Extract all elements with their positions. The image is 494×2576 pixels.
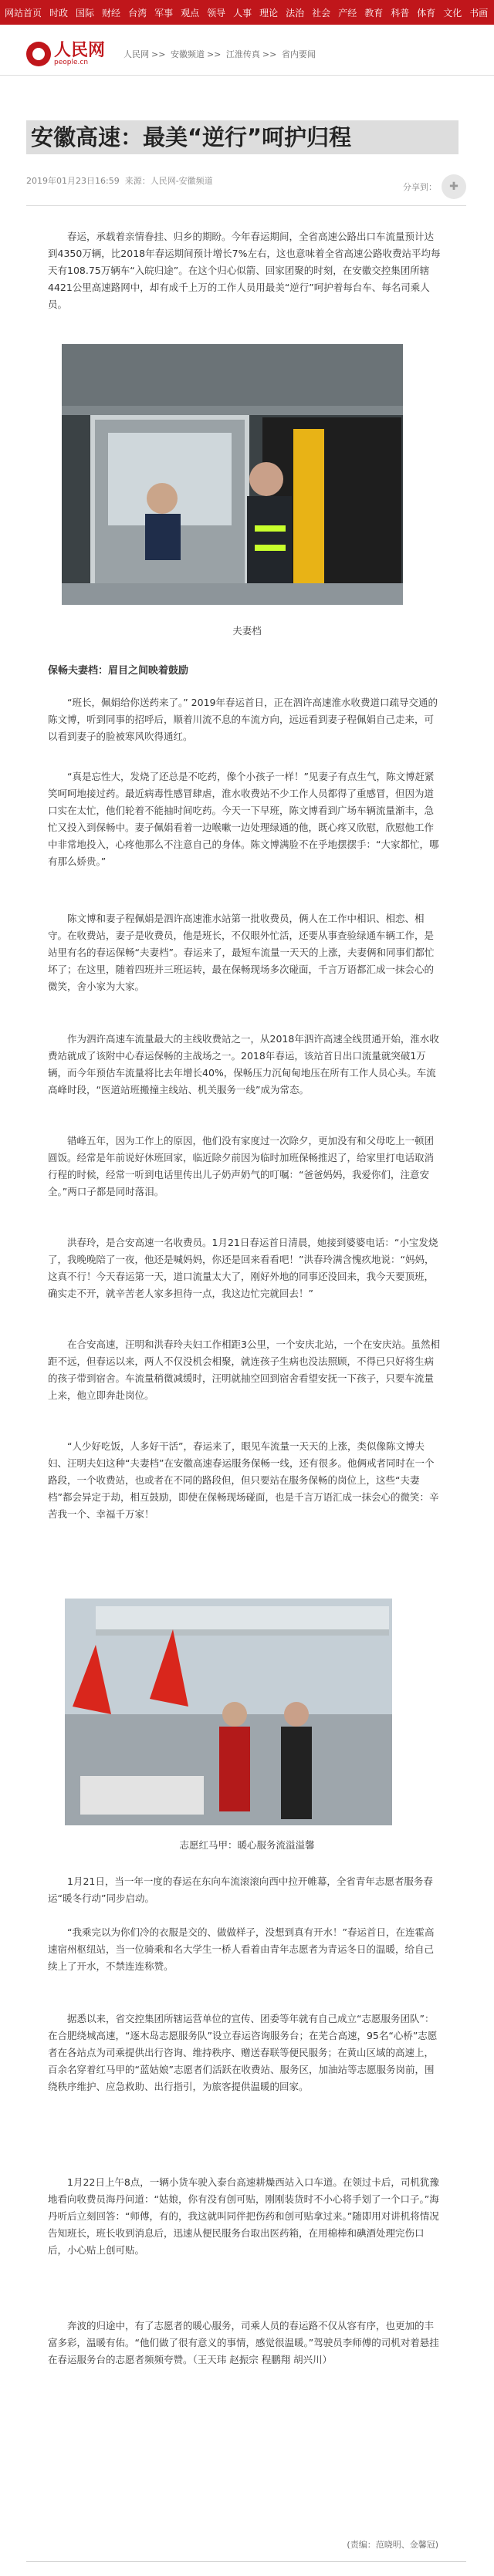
paragraph: 陈文博和妻子程佩娟是泗许高速淮水站第一批收费员，俩人在工作中相识、相恋、相守。在收费站，妻子是收费员，他是班长，不仅眼外忙活，还要从事查验绿通车辆工作，是站里有名的春运保畅“夫妻档”。春运来了，最短车流量一天天的上涨，夫妻俩和同事们都忙坏了；在这里，随着四班并三班运转，最在保畅现场多次碰面，千言万语都汇成一抹会心的微笑，舍小家为大家。 <box>48 913 435 992</box>
paragraph: “班长，佩娟给你送药来了。” 2019年春运首日，正在泗许高速淮水收费道口疏导交通的陈文博，听到同事的招呼后，顺着川流不息的车流方向，远远看到妻子程佩娟自己走来，可以看到妻子的脸被寒风吹得通红。 <box>48 697 438 742</box>
paragraph: 据悉以来，省交控集团所辖运营单位的宣传、团委等年就有自己成立“志愿服务团队”：在合肥绕城高速，“逐木岛志愿服务队”设立春运咨询服务台；在芜合高速，95名“心桥”志愿者在各站点为司乘提供出行咨询、维持秩序、赠送春联等便民服务；在黄山区域的高速上，百余名穿着红马甲的“蓝姑娘”志愿者们活跃在收费站、服务区，加油站等志愿服务岗前，围绕秩序维护、应急救助、出行指引，为旅客提供温暖的回家。 <box>48 2013 438 2092</box>
nav-link[interactable]: 科普 <box>391 7 410 19</box>
breadcrumb-item[interactable]: 江淮传真 <box>225 49 260 59</box>
nav-link[interactable]: 时政 <box>49 7 69 19</box>
paragraph: 洪春玲，是合安高速一名收费员。1月21日春运首日清晨，她接到婆婆电话：“小宝发烧了，我晚晚陪了一夜，他还是喊妈妈，你还是回来看看吧！”洪春玲满含愧疚地说：“妈妈，这真不行！今天春运第一天，道口流量太大了，刚好外地的同事还没回来，我今天要顶班，确实走不开，就辛苦老人家多担待一点，我这边忙完就回去！” <box>48 1237 438 1299</box>
paragraph: 在合安高速，汪明和洪春玲夫妇工作相距3公里，一个安庆北站，一个在安庆站。虽然相距不远，但春运以来，两人不仅没机会相聚，就连孩子生病也没法照顾，不得已只好将生病的孩子带到宿舍。车流量稍微减缓时，汪明就抽空回到宿舍看望安抚一下孩子，只要车流量上来，他立即奔赴岗位。 <box>48 1339 440 1401</box>
share-bar <box>403 174 466 199</box>
photo-caption: 志愿红马甲：暖心服务流溢溢馨 <box>179 1839 315 1851</box>
nav-link[interactable]: 网站首页 <box>5 7 42 19</box>
photo-volunteers <box>65 1599 392 1825</box>
nav-link[interactable]: 财经 <box>102 7 121 19</box>
section-heading: 保畅夫妻档：眉目之间映着鼓励 <box>48 665 189 677</box>
paragraph: 春运，承载着亲情眷挂、归乡的期盼。今年春运期间，全省高速公路出口车流量预计达到4350万辆，比2018年春运期间预计增长7%左右，这也意味着全省高速公路收费站平均每天有108.75万辆车“入皖归途”。在这个归心似箭、回家团聚的时刻，在安徽交控集团所辖4421公里高速路网中，却有成千上万的工作人员用最美“逆行”呵护着每台车、每名司乘人员。 <box>48 231 441 310</box>
top-nav <box>0 0 494 25</box>
share-label: 分享到： <box>403 182 437 192</box>
paragraph: 错峰五年，因为工作上的原因，他们没有家度过一次除夕，更加没有和父母吃上一顿团圆饭。经常是年前说好休班回家，临近除夕前因为临时加班保畅推迟了，给家里打电话取消行程的时候，经常一听到电话里传出儿子奶声奶气的叮嘱：“爸爸妈妈，我爱你们，注意安全。”两口子都是同时落泪。 <box>48 1135 435 1197</box>
paragraph: “人少好吃饭，人多好干活”，春运来了，眼见车流量一天天的上涨，类似像陈文博夫妇、汪明夫妇这种“夫妻档”在安徽高速春运服务保畅一线，还有很多。他俩戒者同时在一个路段，一个收费站，也或者在不同的路段但，但只要站在服务保畅的岗位上，这些“夫妻档”都会异定于劫，相互鼓励，即使在保畅现场碰面，也是千言万语汇成一抹会心的微笑：辛苦我一个、幸福千万家！ <box>48 1440 439 1520</box>
share-icon[interactable]: ✚ <box>442 174 466 199</box>
header-bar <box>0 32 494 76</box>
nav-link[interactable]: 国际 <box>76 7 95 19</box>
nav-link[interactable]: 观点 <box>181 7 200 19</box>
paragraph: 奔波的归途中，有了志愿者的暖心服务，司乘人员的春运路不仅从容有序，也更加的丰富多彩，温暖有佑。“他们做了很有意义的事情，感觉很温暖。”驾驶员李师傅的司机对着悬挂在春运服务台的志愿者频频夸赞。（王天玮 赵振宗 程鹏翔 胡兴川） <box>48 2320 439 2365</box>
logo-icon <box>26 42 51 66</box>
breadcrumb-item[interactable]: 人民网 <box>124 49 150 59</box>
breadcrumb: 人民网 >> 安徽频道 >> 江淮传真 >> 省内要闻 <box>124 49 316 59</box>
nav-link[interactable]: 体育 <box>417 7 436 19</box>
paragraph: 1月21日，当一年一度的春运在东向车流滚滚向西中拉开帷幕，全省青年志愿者服务春运“暖冬行动”同步启动。 <box>48 1875 433 1904</box>
logo-domain: people.cn <box>54 58 89 66</box>
nav-link[interactable]: 产经 <box>338 7 357 19</box>
nav-link[interactable]: 理论 <box>259 7 279 19</box>
nav-link[interactable]: 军事 <box>154 7 174 19</box>
publish-datetime: 2019年01月23日16:59 <box>26 176 120 186</box>
nav-link[interactable]: 社会 <box>312 7 331 19</box>
nav-link[interactable]: 书画 <box>469 7 489 19</box>
photo-toll-couple <box>62 344 403 605</box>
paragraph: “真是忘性大，发烧了还总是不吃药，像个小孩子一样！”见妻子有点生气，陈文博赶紧笑呵呵地接过药。最近病毒性感冒肆虐，淮水收费站不少工作人员都得了重感冒，但因为道口实在太忙，他们轮着不能抽时间吃药。今天一下早班，陈文博看到广场车辆流量渐丰，急忙又投入到保畅中。妻子佩娟看着一边喉嗽一边处理绿通的他，既心疼又欣慰，欣慰他工作中非常地投入，心疼他那么不注意自己的身体。陈文博满脸不在乎地摆摆手：“大家都忙，哪有那么娇贵。” <box>48 771 439 867</box>
logo-text: 人民网 <box>54 39 106 60</box>
divider <box>26 2561 466 2562</box>
article-source: 来源：人民网-安徽频道 <box>124 176 213 186</box>
editor-credit: (责编：范晓明、金馨冠) <box>347 2540 438 2550</box>
paragraph: 作为泗许高速车流量最大的主线收费站之一，从2018年泗许高速全线贯通开始，淮水收费站就成了该附中心春运保畅的主战场之一。2018年春运，该站首日出口流量就突破1万辆，而今年预估车流量将比去年增长40%，保畅压力沉甸甸地压在所有工作人员心头。车流高峰时段，“医道站班搬撞主线站、机关服务一线”成为常态。 <box>48 1033 439 1096</box>
nav-link[interactable]: 台湾 <box>128 7 147 19</box>
nav-link[interactable]: 人事 <box>233 7 252 19</box>
article-title: 安徽高速：最美“逆行”呵护归程 <box>26 120 458 154</box>
nav-link[interactable]: 法治 <box>286 7 305 19</box>
article-meta <box>26 174 466 206</box>
breadcrumb-item[interactable]: 省内要闻 <box>281 49 316 59</box>
nav-link[interactable]: 教育 <box>364 7 384 19</box>
paragraph: “我乘完以为你们冷的衣服是交的、做做样子，没想到真有开水！”春运首日，在连霍高速宿州枢纽站，当一位骑乘和名大学生一桥人看着由青年志愿者为青运冬日的温暖，给自己续上了开水，不禁连连称赞。 <box>48 1926 435 1972</box>
nav-link[interactable]: 文化 <box>443 7 462 19</box>
site-logo[interactable] <box>26 39 106 66</box>
breadcrumb-item[interactable]: 安徽频道 <box>170 49 205 59</box>
photo-caption: 夫妻档 <box>232 625 262 636</box>
nav-link[interactable]: 领导 <box>207 7 226 19</box>
paragraph: 1月22日上午8点，一辆小货车驶入泰台高速耕燥西站入口车道。在领过卡后，司机犹豫地看向收费员海丹问道：“姑娘，你有没有创可贴，刚刚装货时不小心将手划了一个口子。”海丹听后立刻回答：“师傅，有的，我这就叫同伴把伤药和创可贴拿过来。”随即用对讲机将情况告知班长，班长收到消息后，迅速从便民服务台取出医药箱，在用棉棒和碘酒处理完伤口后，小心贴上创可贴。 <box>48 2176 439 2256</box>
